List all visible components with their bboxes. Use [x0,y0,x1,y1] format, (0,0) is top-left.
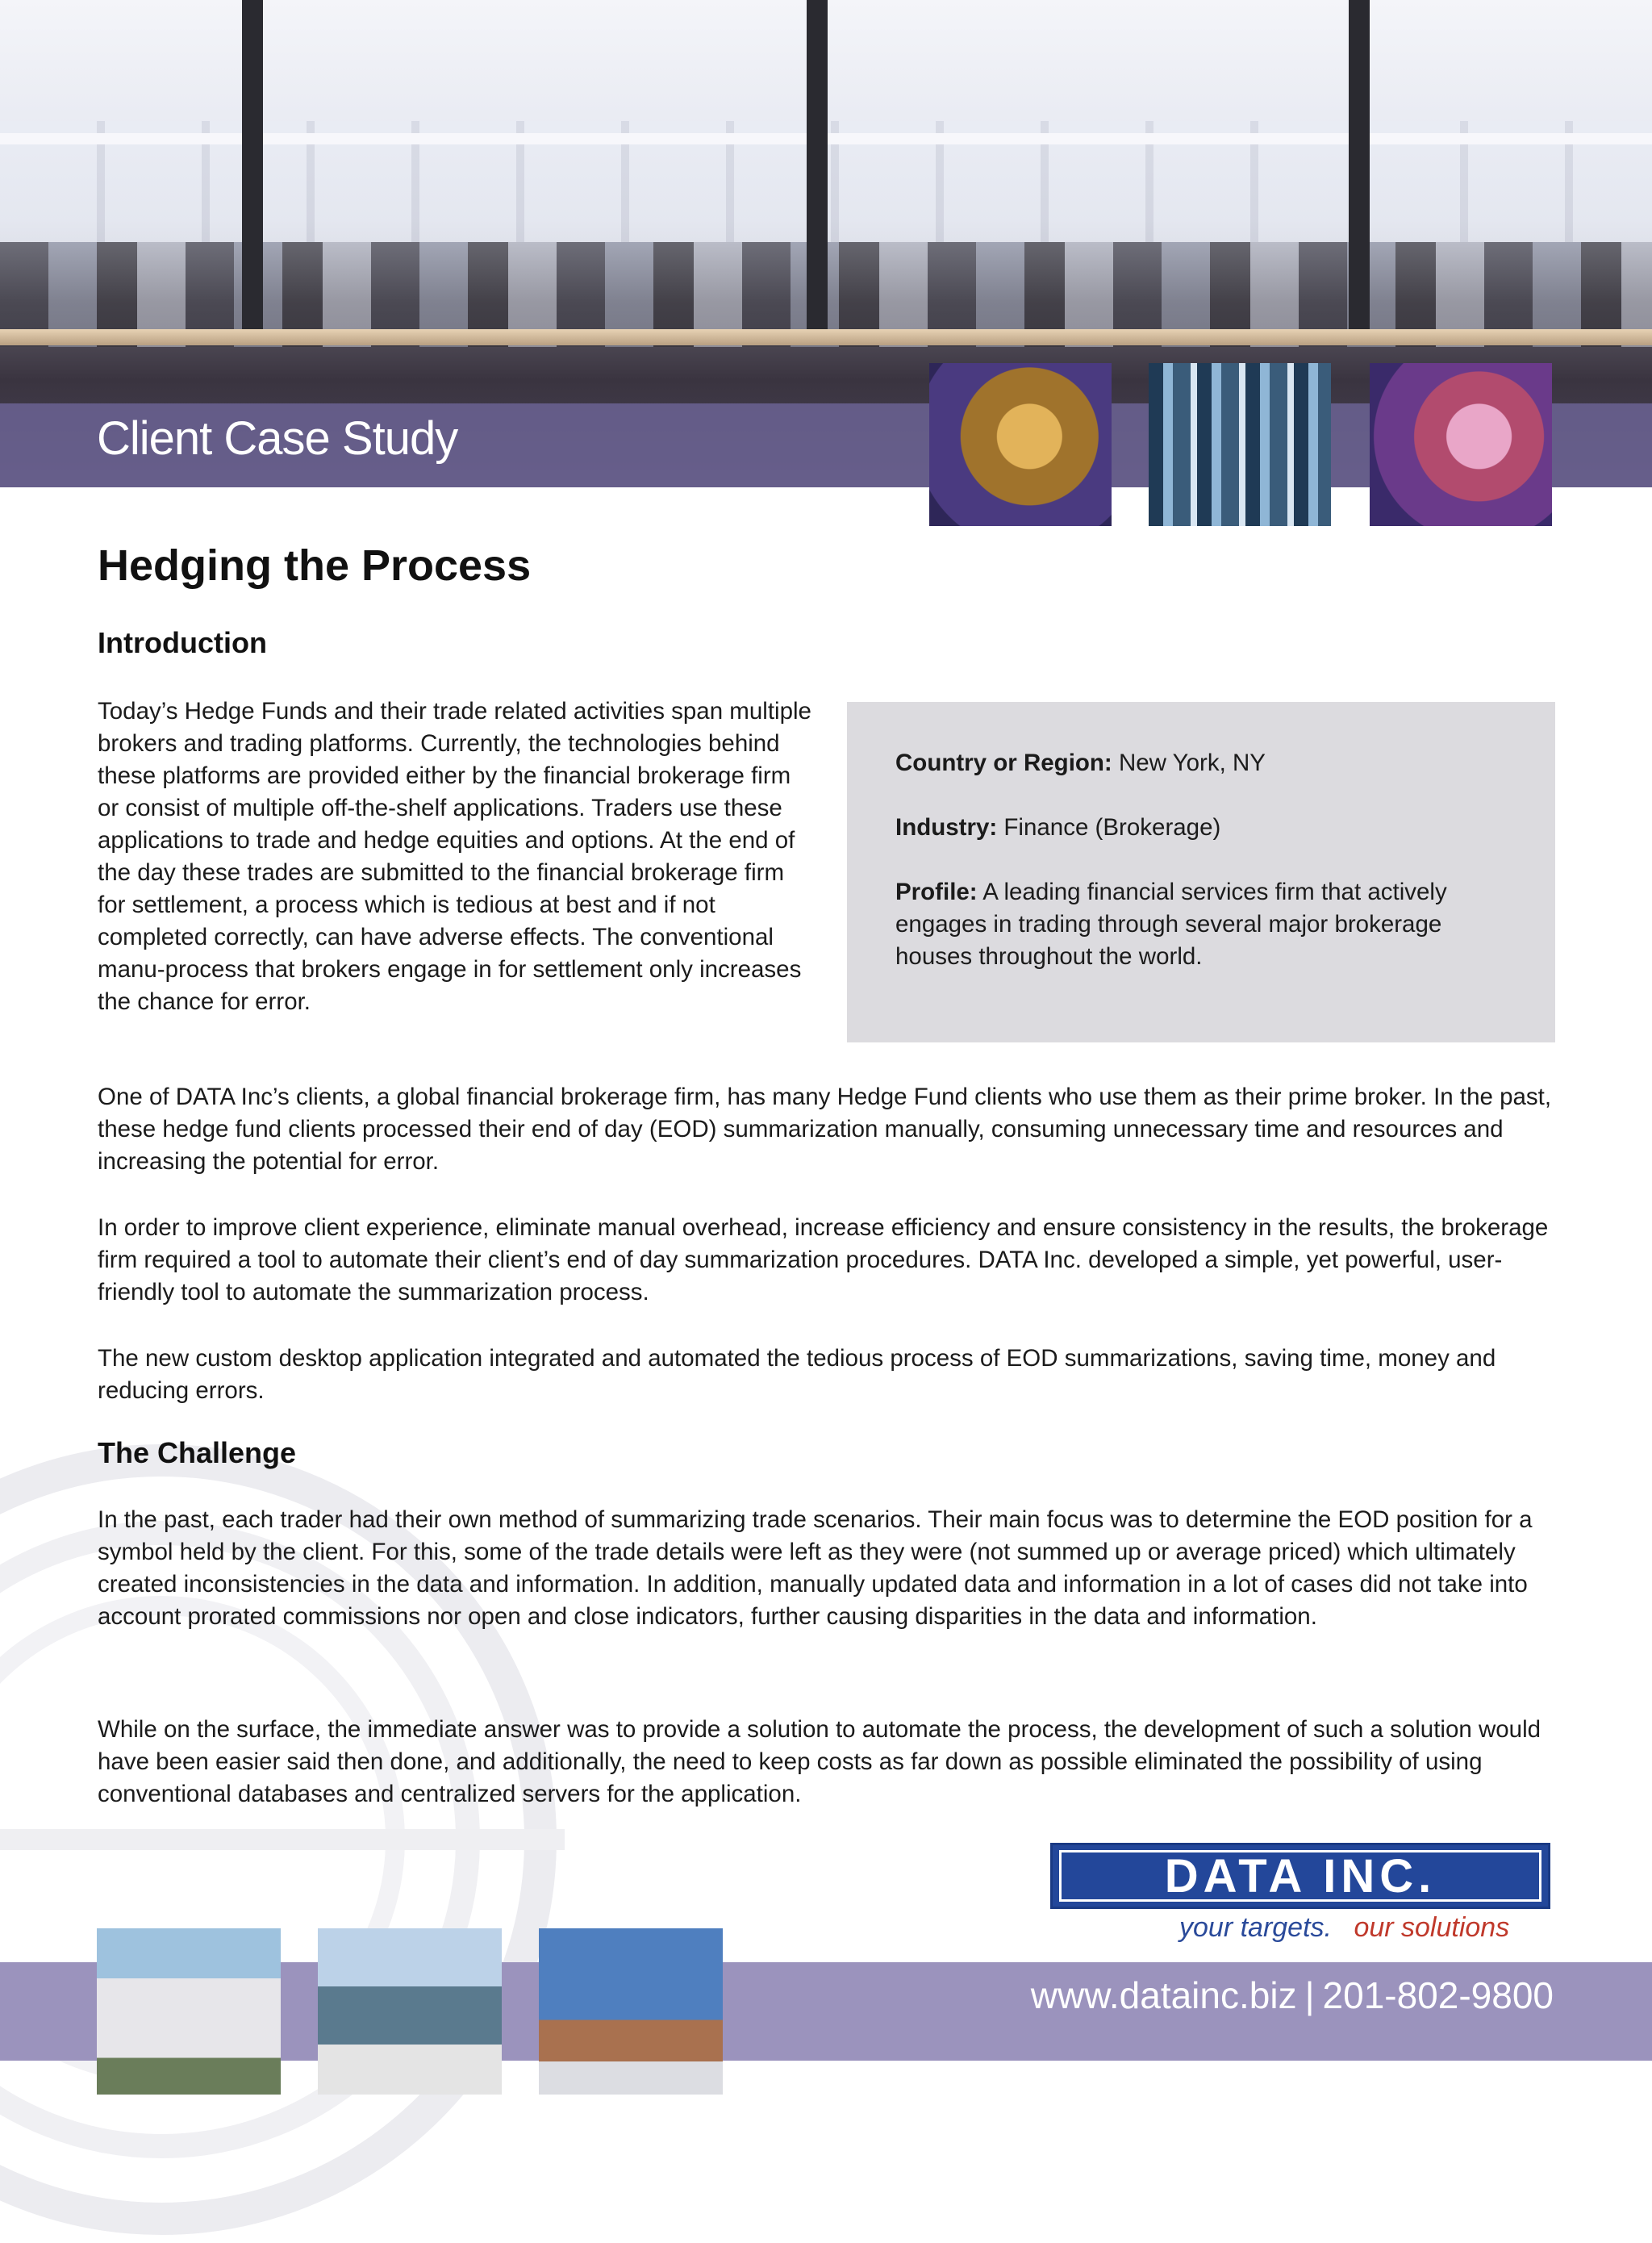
challenge-heading: The Challenge [98,1436,297,1469]
section-label: Client Case Study [97,412,458,465]
intro-paragraph-2: One of DATA Inc’s clients, a global financial brokerage firm, has many Hedge Fund clients who use them as their prime broker. In the past, these hedge fund clients processed their end of day (EOD) summarization manually, consuming unnecessary time and resources and increasing the potential for error. [98,1084,1552,1175]
introduction-heading: Introduction [98,626,267,659]
server-rack-image [1149,363,1331,526]
industry-value: Finance (Brokerage) [1003,814,1221,841]
building-photo [97,1928,281,2095]
country-label: Country or Region: [895,750,1112,776]
challenge-paragraph-2: While on the surface, the immediate answer was to provide a solution to automate the process, the development of such a solution would have been easier said then done, and additionally, the need to keep costs as far down as possible eliminated the possibility of using conventional databases and centralized servers for the application. [98,1716,1541,1807]
industry-label: Industry: [895,814,998,841]
phone-number[interactable]: 201-802-9800 [1322,1974,1554,2016]
building-photo [539,1928,723,2095]
profile-value: A leading financial services firm that actively engages in trading through several major brokerage houses throughout the world. [895,879,1447,970]
building-photo [318,1928,502,2095]
hand-globe-image [1370,363,1552,526]
intro-paragraph-3: In order to improve client experience, eliminate manual overhead, increase efficiency and ensure consistency in the results, the brokerage firm required a tool to automate their client’s end of day summarization procedures. DATA Inc. developed a simple, yet powerful, user-friendly tool to automate the summarization process. [98,1214,1549,1305]
page-title: Hedging the Process [98,541,532,590]
contact-separator: | [1304,1974,1315,2016]
railing [0,329,1652,345]
logo-text: DATA INC. [1059,1850,1541,1902]
window-post [1349,0,1370,339]
industry-row [895,812,1516,844]
challenge-paragraph-1: In the past, each trader had their own method of summarizing trade scenarios. Their main focus was to determine the EOD position for a symbol held by the client. For this, some of the trade details were left as they were (not summed up or average priced) which ultimately created inconsistencies in the data and information. In addition, manually updated data and information in a lot of cases did not take into account prorated commissions nor open and close indicators, further causing disparities in the data and information. [98,1506,1533,1630]
intro-paragraph-1: Today’s Hedge Funds and their trade related activities span multiple brokers and trading platforms. Currently, the technologies behind these platforms are provided either by the financial brokerage firm or consist of multiple off-the-shelf applications. Traders use these applications to trade and hedge equities and options. At the end of the day these trades are submitted to the financial brokerage firm for settlement, a process which is tedious at best and if not completed correctly, can have adverse effects. The conventional manu-process that brokers engage in for settlement only increases the chance for error. [98,698,811,1015]
window-post [807,0,828,339]
contact-info [1031,1946,1554,2045]
profile-row [895,876,1516,973]
tagline-part-2: our solutions [1354,1912,1510,1943]
country-row [895,747,1516,779]
country-value: New York, NY [1118,750,1266,776]
client-profile-box [847,702,1555,1042]
data-inc-logo [1050,1843,1550,1909]
window-post [242,0,263,339]
tagline [1179,1912,1509,1944]
profile-label: Profile: [895,879,978,905]
intro-paragraph-4: The new custom desktop application integrated and automated the tedious process of EOD summarizations, saving time, money and reducing errors. [98,1345,1496,1404]
tagline-part-1: your targets. [1179,1912,1332,1943]
globe-keyboard-image [929,363,1112,526]
website-link[interactable]: www.datainc.biz [1030,1974,1297,2016]
